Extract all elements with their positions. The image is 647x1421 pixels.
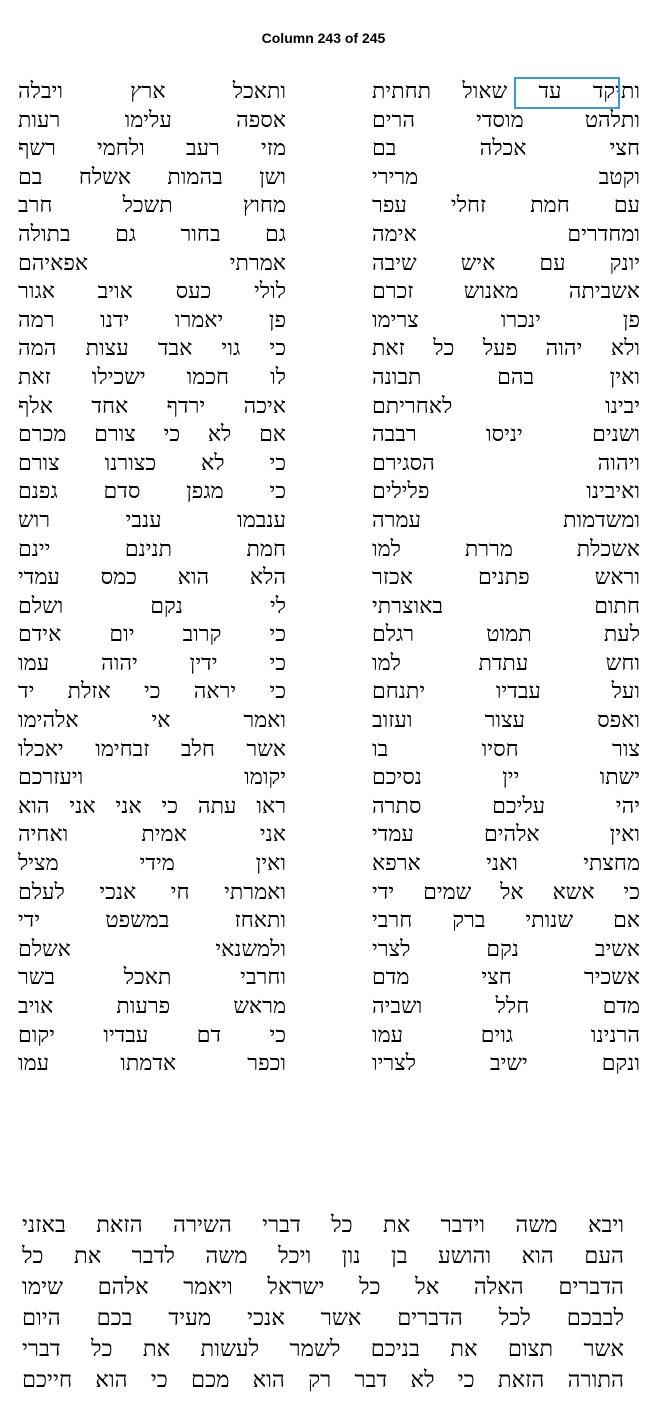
prose-line: אשר תצום את בניכם לשמר לעשות את כל דברי bbox=[22, 1336, 624, 1362]
prose-line: התורה הזאת כי לא דבר רק הוא מכם כי הוא חייכם bbox=[22, 1367, 624, 1393]
song-line: ושן בהמות אשלח בם bbox=[18, 164, 286, 190]
song-line: גם בחור גם בתולה bbox=[18, 221, 286, 247]
highlight-box bbox=[514, 77, 620, 109]
song-line: יבינו לאחריתם bbox=[372, 393, 640, 419]
song-line: כי ידין יהוה עמו bbox=[18, 650, 286, 676]
song-line: אשר חלב זבחימו יאכלו bbox=[18, 736, 286, 762]
song-line: לעת תמוט רגלם bbox=[372, 622, 640, 648]
song-line: חתום באוצרתי bbox=[372, 593, 640, 619]
song-line: מחוץ תשכל חרב bbox=[18, 193, 286, 219]
song-line: ואמר אי אלהימו bbox=[18, 708, 286, 734]
song-line: הלא הוא כמס עמדי bbox=[18, 565, 286, 591]
prose-line: הדברים האלה אל כל ישראל ויאמר אלהם שימו bbox=[22, 1274, 624, 1300]
prose-line: העם הוא והושע בן נון ויכל משה לדבר את כל bbox=[22, 1243, 624, 1269]
song-line: אני אמית ואחיה bbox=[18, 822, 286, 848]
song-line: לו חכמו ישכילו זאת bbox=[18, 364, 286, 390]
song-column-right bbox=[372, 78, 640, 1079]
song-line: עם חמת זחלי עפר bbox=[372, 193, 640, 219]
song-line: יהי עליכם סתרה bbox=[372, 793, 640, 819]
song-line: פן ינכרו צרימו bbox=[372, 307, 640, 333]
song-line: אם לא כי צורם מכרם bbox=[18, 422, 286, 448]
song-line: מראש פרעות אויב bbox=[18, 994, 286, 1019]
song-line: ואיבינו פלילים bbox=[372, 479, 640, 505]
song-column-left bbox=[18, 78, 286, 1079]
song-line: צור חסיו בו bbox=[372, 736, 640, 762]
song-line: וקטב מרירי bbox=[372, 164, 640, 190]
song-line: חמת תנינם יינם bbox=[18, 536, 286, 562]
song-line: כי דם עבדיו יקום bbox=[18, 1022, 286, 1048]
song-line: ואמרתי חי אנכי לעלם bbox=[18, 879, 286, 905]
song-line: ונקם ישיב לצריו bbox=[372, 1051, 640, 1077]
song-line: כי לא כצורנו צורם bbox=[18, 450, 286, 476]
song-line: אם שנותי ברק חרבי bbox=[372, 908, 640, 934]
song-line: לולי כעס אויב אגור bbox=[18, 279, 286, 305]
song-line: ואפס עצור ועזוב bbox=[372, 708, 640, 734]
song-line: כי גוי אבד עצות המה bbox=[18, 336, 286, 362]
song-line: אספה עלימו רעות bbox=[18, 107, 286, 133]
song-line: ותיקד עד שאול תחתית bbox=[372, 79, 640, 104]
song-line: יקומו ויעזרכם bbox=[18, 765, 286, 791]
song-line: ויהוה הסגירם bbox=[372, 450, 640, 476]
song-line: ואין מידי מציל bbox=[18, 851, 286, 877]
song-line: ענבמו ענבי רוש bbox=[18, 507, 286, 533]
song-line: פן יאמרו ידנו רמה bbox=[18, 307, 286, 333]
song-line: אשיב נקם לצרי bbox=[372, 936, 640, 962]
song-line: ראו עתה כי אני אני הוא bbox=[18, 793, 286, 819]
song-line: לי נקם ושלם bbox=[18, 593, 286, 619]
song-line: וראש פתנים אכזר bbox=[372, 565, 640, 591]
song-line: כי מגפן סדם גפנם bbox=[18, 479, 286, 505]
song-line: כי אשא אל שמים ידי bbox=[372, 879, 640, 905]
song-line: יונק עם איש שיבה bbox=[372, 250, 640, 276]
song-line: ואין אלהים עמדי bbox=[372, 822, 640, 848]
song-line: הרנינו גוים עמו bbox=[372, 1022, 640, 1048]
song-line: כי יראה כי אזלת יד bbox=[18, 679, 286, 705]
page-title: Column 243 of 245 bbox=[261, 30, 386, 46]
song-line: איכה ירדף אחד אלף bbox=[18, 393, 286, 419]
song-line: אשכלת מררת למו bbox=[372, 536, 640, 562]
song-line: ותאחז במשפט ידי bbox=[18, 908, 286, 934]
song-line: ועל עבדיו יתנחם bbox=[372, 679, 640, 705]
prose-line: ויבא משה וידבר את כל דברי השירה הזאת באזני bbox=[22, 1212, 624, 1238]
song-line: ישתו יין נסיכם bbox=[372, 765, 640, 791]
song-line: ותאכל ארץ ויבלה bbox=[18, 79, 286, 104]
song-line: ומשדמות עמרה bbox=[372, 507, 640, 533]
song-line: אשכיר חצי מדם bbox=[372, 965, 640, 991]
song-line: ומחדרים אימה bbox=[372, 221, 640, 247]
prose-line: לבבכם לכל הדברים אשר אנכי מעיד בכם היום bbox=[22, 1305, 624, 1331]
song-line: וחש עתדת למו bbox=[372, 650, 640, 676]
song-line: ואין בהם תבונה bbox=[372, 364, 640, 390]
song-line: אשביתה מאנוש זכרם bbox=[372, 279, 640, 305]
song-line: מזי רעב ולחמי רשף bbox=[18, 136, 286, 162]
song-line: מחצתי ואני ארפא bbox=[372, 851, 640, 877]
song-line: וכפר אדמתו עמו bbox=[18, 1051, 286, 1077]
song-line: מדם חלל ושביה bbox=[372, 994, 640, 1019]
song-line: ותלהט מוסדי הרים bbox=[372, 107, 640, 133]
prose-block bbox=[22, 1210, 624, 1396]
song-line: ולמשנאי אשלם bbox=[18, 936, 286, 962]
song-line: כי קרוב יום אידם bbox=[18, 622, 286, 648]
song-line: ולא יהוה פעל כל זאת bbox=[372, 336, 640, 362]
song-line: ושנים יניסו רבבה bbox=[372, 422, 640, 448]
song-line: אמרתי אפאיהם bbox=[18, 250, 286, 276]
song-line: וחרבי תאכל בשר bbox=[18, 965, 286, 991]
song-line: חצי אכלה בם bbox=[372, 136, 640, 162]
